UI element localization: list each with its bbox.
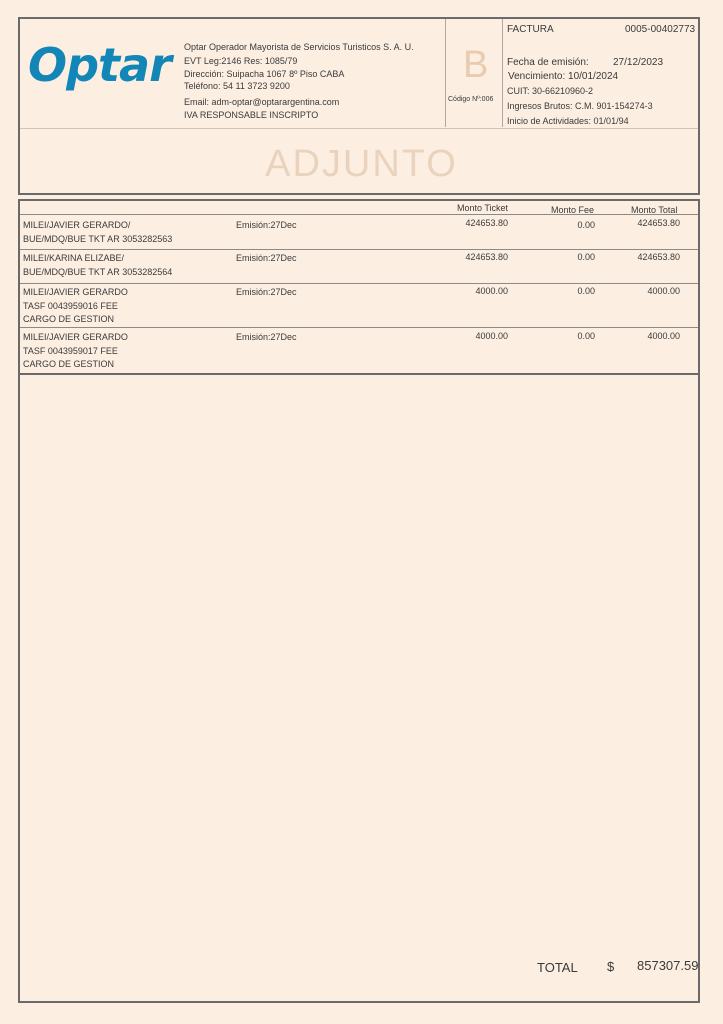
row-passenger: MILEI/JAVIER GERARDO/	[23, 220, 131, 230]
row-total-amount: 4000.00	[647, 331, 680, 341]
cuit: CUIT: 30-66210960-2	[507, 86, 594, 96]
row-fee-amount: 0.00	[577, 286, 595, 296]
company-evt: EVT Leg:2146 Res: 1085/79	[184, 56, 298, 66]
table-row	[20, 328, 698, 372]
company-address: Dirección: Suipacha 1067 8º Piso CABA	[184, 69, 345, 79]
letter-box-left	[445, 19, 446, 127]
total-label: TOTAL	[537, 960, 578, 975]
row-fee-ref: TASF 0043959017 FEE	[23, 346, 118, 356]
row-divider	[20, 214, 698, 215]
row-fee-ref: TASF 0043959016 FEE	[23, 301, 118, 311]
company-iva: IVA RESPONSABLE INSCRIPTO	[184, 110, 319, 120]
header-divider	[20, 128, 698, 129]
table-row	[20, 284, 698, 326]
row-emission: Emisión:27Dec	[236, 253, 297, 263]
row-total-amount: 424653.80	[637, 252, 680, 262]
company-phone: Teléfono: 54 11 3723 9200	[184, 81, 290, 91]
row-charge-desc: CARGO DE GESTION	[23, 314, 115, 324]
row-passenger: MILEI/JAVIER GERARDO	[23, 287, 128, 297]
invoice-type: FACTURA	[507, 24, 554, 35]
row-charge-desc: CARGO DE GESTION	[23, 359, 115, 369]
row-divider	[20, 373, 698, 375]
company-logo: Optar	[28, 38, 171, 92]
company-name: Optar Operador Mayorista de Servicios Turisticos S. A. U.	[184, 42, 414, 52]
row-total-amount: 424653.80	[637, 218, 680, 228]
table-row	[20, 216, 698, 248]
row-ticket-amount: 4000.00	[475, 286, 508, 296]
row-ticket-amount: 424653.80	[465, 252, 508, 262]
row-passenger: MILEI/KARINA ELIZABE/	[23, 253, 125, 263]
row-route: BUE/MDQ/BUE TKT AR 3053282563	[23, 234, 173, 244]
row-fee-amount: 0.00	[577, 220, 595, 230]
letter-box-right	[502, 19, 503, 127]
row-ticket-amount: 424653.80	[465, 218, 508, 228]
invoice-letter: B	[463, 44, 489, 86]
header-monto-fee: Monto Fee	[551, 205, 595, 215]
row-ticket-amount: 4000.00	[475, 331, 508, 341]
header-monto-total: Monto Total	[631, 205, 678, 215]
watermark-adjunto: ADJUNTO	[265, 143, 458, 185]
issue-date: 27/12/2023	[613, 57, 664, 68]
gross-income: Ingresos Brutos: C.M. 901-154274-3	[507, 101, 653, 111]
invoice-code: Código Nº:006	[448, 96, 494, 103]
row-total-amount: 4000.00	[647, 286, 680, 296]
row-emission: Emisión:27Dec	[236, 287, 297, 297]
row-fee-amount: 0.00	[577, 331, 595, 341]
invoice-number: 0005-00402773	[625, 24, 696, 35]
row-passenger: MILEI/JAVIER GERARDO	[23, 332, 128, 342]
row-fee-amount: 0.00	[577, 252, 595, 262]
header-monto-ticket: Monto Ticket	[457, 203, 509, 213]
row-emission: Emisión:27Dec	[236, 332, 297, 342]
due-date: Vencimiento: 10/01/2024	[508, 71, 619, 82]
activity-start: Inicio de Actividades: 01/01/94	[507, 116, 629, 126]
table-row	[20, 250, 698, 282]
total-currency: $	[607, 959, 615, 974]
issue-date-label: Fecha de emisión:	[507, 57, 589, 68]
row-emission: Emisión:27Dec	[236, 220, 297, 230]
total-value: 857307.59	[637, 958, 699, 973]
company-email: Email: adm-optar@optarargentina.com	[184, 97, 340, 107]
row-route: BUE/MDQ/BUE TKT AR 3053282564	[23, 267, 173, 277]
